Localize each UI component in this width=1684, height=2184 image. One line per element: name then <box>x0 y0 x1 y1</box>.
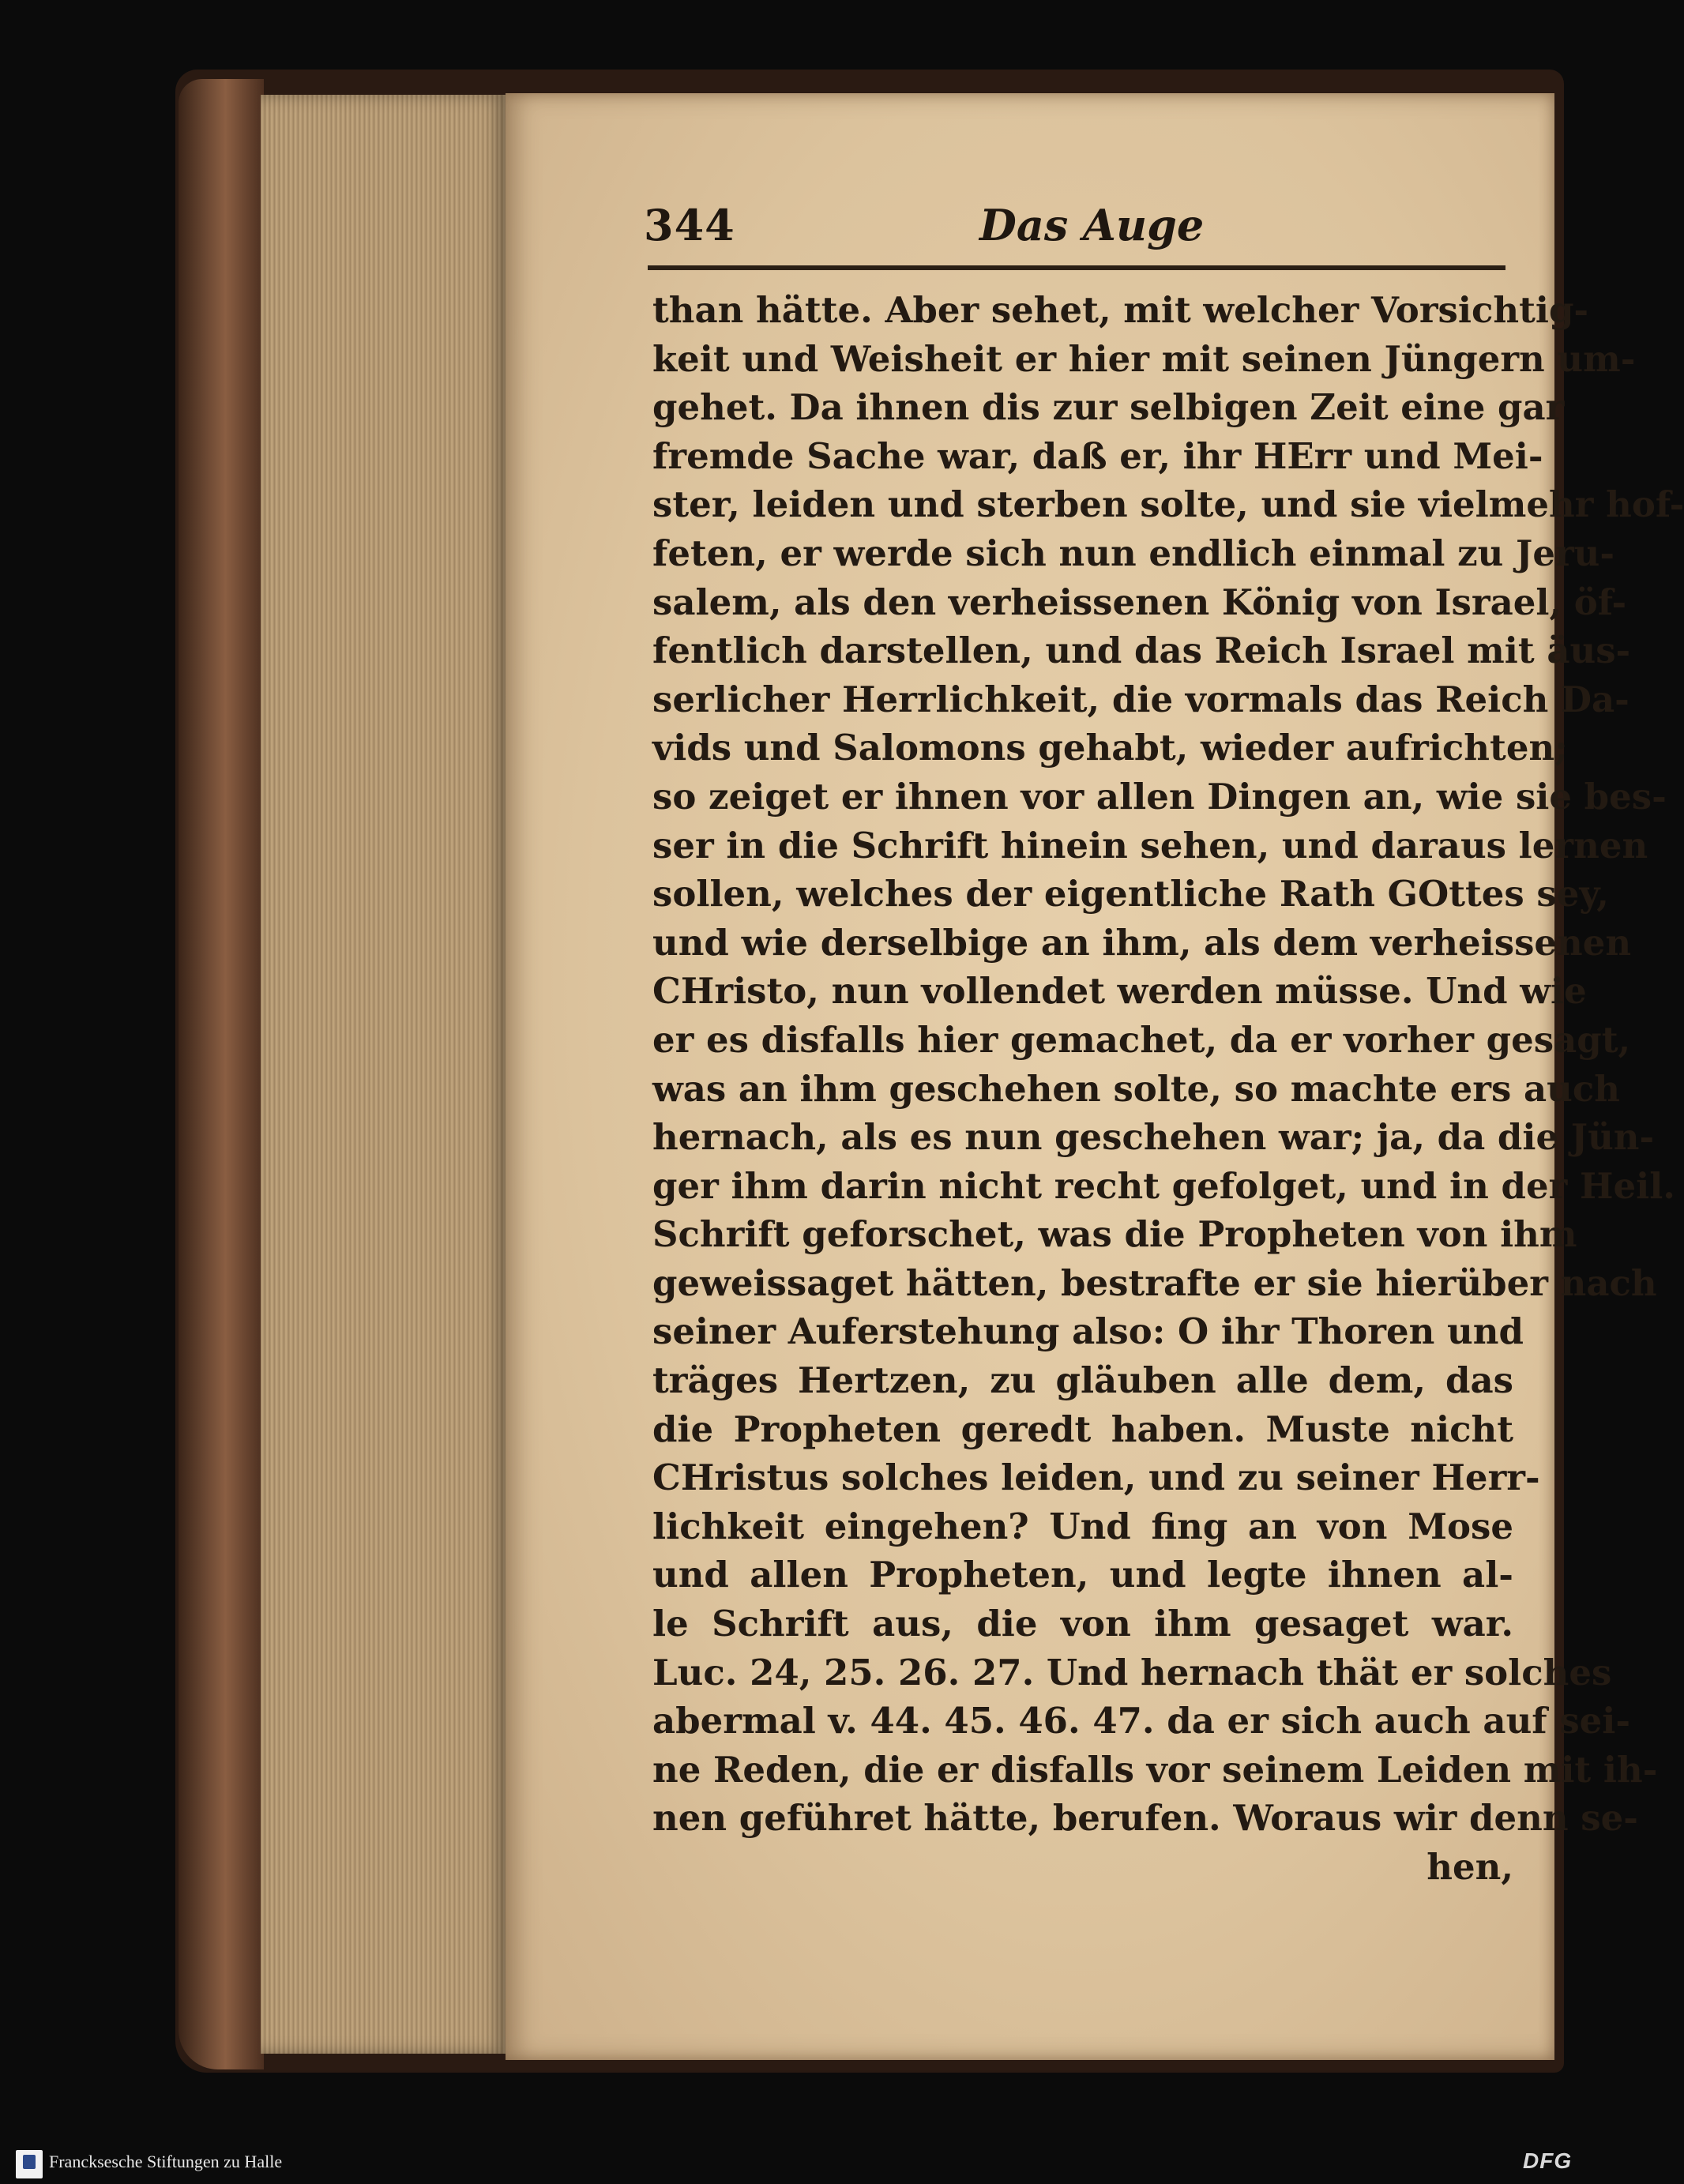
text-line: ser in die Schrift hinein sehen, und daraus lernen <box>652 824 1648 866</box>
text-line: hernach, als es nun geschehen war; ja, da die Jün- <box>652 1116 1655 1159</box>
book-spine <box>179 79 264 2069</box>
text-line: fremde Sache war, daß er, ihr HErr und Mei- <box>652 434 1543 477</box>
institution-name: Francksesche Stiftungen zu Halle <box>49 2152 283 2171</box>
text-line: seiner Auferstehung also: O ihr Thoren und <box>652 1310 1524 1353</box>
text-line: die Propheten geredt haben. Muste nicht <box>652 1408 1513 1450</box>
text-line: so zeiget er ihnen vor allen Dingen an, wie sie bes- <box>652 775 1667 818</box>
text-line: lichkeit eingehen? Und fing an von Mose <box>652 1505 1513 1547</box>
text-line: er es disfalls hier gemachet, da er vorher gesagt, <box>652 1018 1631 1061</box>
running-title: Das Auge <box>979 200 1205 250</box>
institution-logo-icon <box>16 2150 43 2178</box>
text-line: und allen Propheten, und legte ihnen al- <box>652 1554 1513 1596</box>
text-line: gehet. Da ihnen dis zur selbigen Zeit eine gar <box>652 386 1565 429</box>
text-line: ster, leiden und sterben solte, und sie vielmehr hof- <box>652 483 1684 526</box>
text-line: le Schrift aus, die von ihm gesaget war. <box>652 1603 1513 1645</box>
catchword: hen, <box>1427 1846 1513 1888</box>
text-line: salem, als den verheissenen König von Israel, öf- <box>652 581 1627 623</box>
text-line: fentlich darstellen, und das Reich Israel mit äus- <box>652 630 1631 672</box>
dfg-logo: DFG <box>1523 2148 1573 2173</box>
text-line: keit und Weisheit er hier mit seinen Jüngern um- <box>652 337 1636 380</box>
text-line: Luc. 24, 25. 26. 27. Und hernach thät er solches <box>652 1651 1612 1693</box>
header-rule <box>648 265 1505 270</box>
text-line: sollen, welches der eigentliche Rath GOttes sey, <box>652 873 1609 915</box>
text-line: und wie derselbige an ihm, als dem verheissenen <box>652 921 1632 964</box>
text-line: Schrift geforschet, was die Propheten von ihm <box>652 1213 1577 1256</box>
text-line: ne Reden, die er disfalls vor seinem Leiden mit ih- <box>652 1748 1658 1791</box>
text-line: serlicher Herrlichkeit, die vormals das Reich Da- <box>652 678 1629 720</box>
text-line: was an ihm geschehen solte, so machte ers auch <box>652 1067 1620 1110</box>
page-edges <box>261 95 506 2054</box>
body-text <box>652 286 1684 1892</box>
text-line: geweissaget hätten, bestrafte er sie hierüber nach <box>652 1261 1657 1304</box>
text-line: ger ihm darin nicht recht gefolget, und in der Heil. <box>652 1164 1675 1207</box>
text-line: träges Hertzen, zu gläuben alle dem, das <box>652 1359 1513 1402</box>
page-number: 344 <box>644 200 735 250</box>
text-line: nen geführet hätte, berufen. Woraus wir denn se- <box>652 1797 1638 1840</box>
text-line: feten, er werde sich nun endlich einmal zu Jeru- <box>652 532 1615 574</box>
text-line: vids und Salomons gehabt, wieder aufrichten; <box>652 727 1568 769</box>
text-line: abermal v. 44. 45. 46. 47. da er sich auch auf sei- <box>652 1700 1631 1742</box>
text-line: than hätte. Aber sehet, mit welcher Vorsichtig- <box>652 289 1589 331</box>
text-line: CHristus solches leiden, und zu seiner Herr- <box>652 1457 1540 1499</box>
text-line: CHristo, nun vollendet werden müsse. Und wie <box>652 970 1587 1013</box>
